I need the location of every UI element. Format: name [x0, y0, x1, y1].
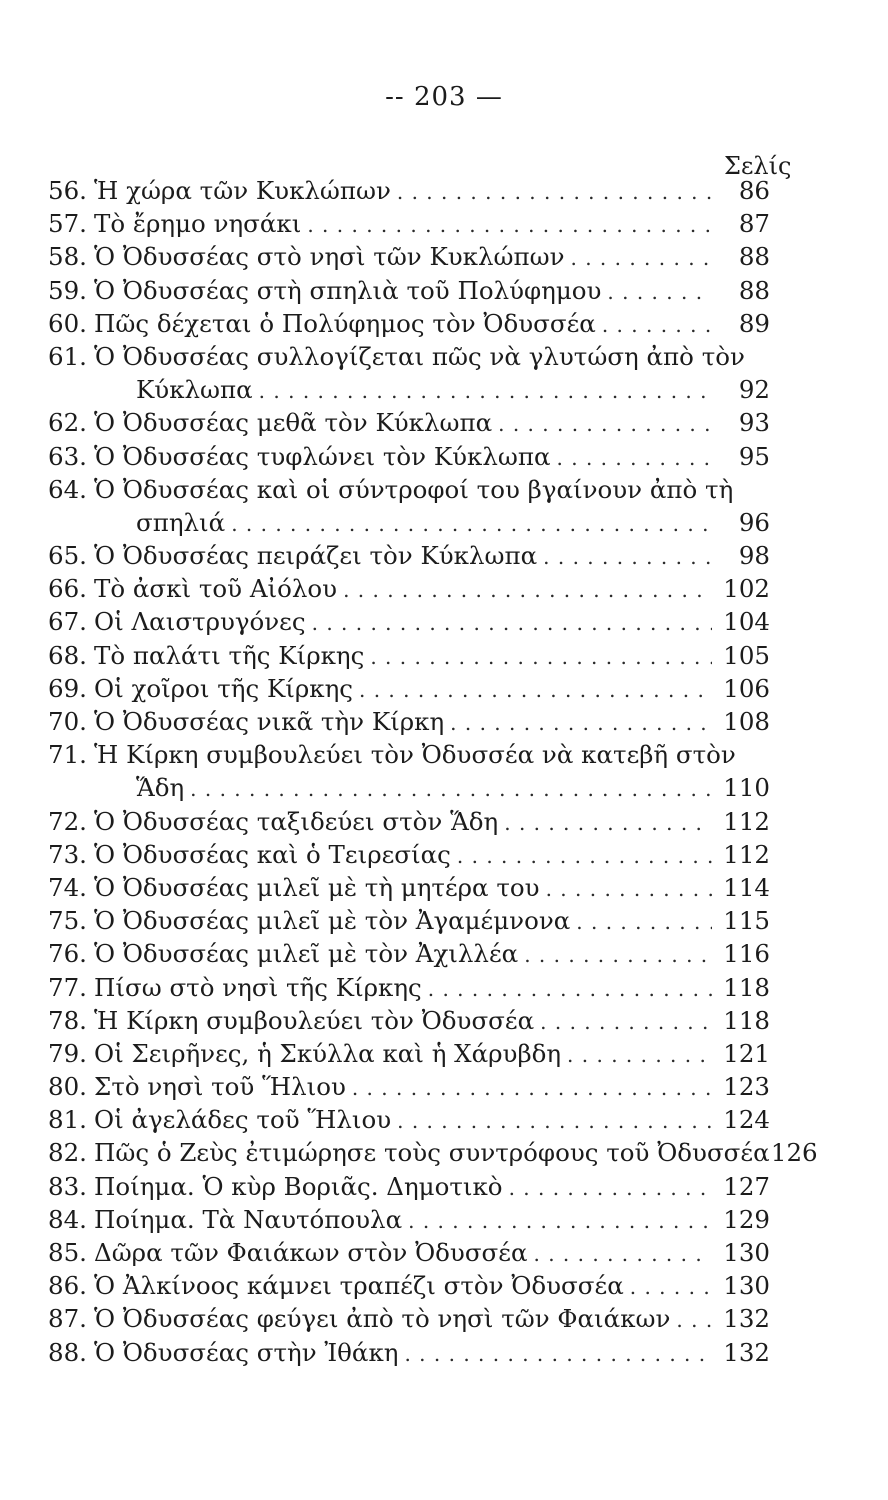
entry-page-number: 115: [723, 906, 770, 936]
toc-entry-line: [48, 1203, 770, 1236]
entry-page-number: 89: [738, 308, 770, 338]
entry-title: Τὸ παλάτι τῆς Κίρκης: [94, 640, 365, 670]
entry-number: 72.: [48, 806, 87, 836]
entry-title: Ἡ Κίρκη συμβουλεύει τὸν Ὀδυσσέα: [94, 1005, 535, 1035]
entry-number: 77.: [48, 972, 87, 1002]
entry-page-number: 102: [723, 574, 770, 604]
dot-leader: [259, 375, 712, 408]
toc-entry-line: [48, 738, 770, 771]
entry-page-number: 114: [723, 872, 770, 902]
dot-leader: [457, 840, 712, 873]
toc-entry-line: [48, 971, 770, 1004]
entry-page-number: 108: [723, 707, 770, 736]
entry-number: 63.: [48, 441, 87, 471]
dot-leader: [343, 574, 712, 607]
toc-entry: [48, 340, 770, 406]
entry-number: 80.: [48, 1072, 87, 1102]
toc-entry-line: [48, 937, 770, 970]
entry-title: Ἡ χώρα τῶν Κυκλώπων: [94, 176, 391, 205]
entry-number: 86.: [48, 1271, 87, 1301]
entry-number: 66.: [48, 574, 87, 604]
toc-entry: [48, 440, 770, 473]
entry-page-number: 104: [723, 607, 770, 637]
entry-title: Ὁ Ὀδυσσέας μεθᾶ τὸν Κύκλωπα: [94, 408, 493, 438]
dot-leader: [408, 1205, 712, 1238]
entry-page-number: 87: [738, 209, 770, 239]
toc-entry-line: [48, 672, 770, 705]
entry-number: 76.: [48, 939, 87, 969]
dot-leader: [404, 1338, 712, 1371]
toc-entry-line: [48, 406, 770, 439]
entry-number: 68.: [48, 640, 87, 670]
entry-title: Ὁ Ὀδυσσέας μιλεῖ μὲ τὸν Ἀχιλλέα: [94, 939, 519, 969]
dot-leader: [397, 176, 712, 209]
entry-number: 67.: [48, 607, 87, 637]
entry-page-number: 96: [738, 507, 770, 537]
dot-leader: [576, 906, 712, 939]
entry-page-number: 118: [723, 1005, 770, 1035]
toc-entry: [48, 1136, 818, 1169]
toc-entry-line: [48, 1136, 818, 1169]
toc-entry-line: [48, 240, 770, 273]
toc-entry-line: [48, 274, 770, 307]
toc-entry: [48, 1269, 770, 1302]
toc-entry: [48, 240, 770, 273]
entry-page-number: 126: [770, 1138, 818, 1168]
toc-entry: [48, 1037, 770, 1070]
entry-page-number: 106: [723, 673, 770, 703]
entry-title: Ἡ Κίρκη συμβουλεύει τὸν Ὀδυσσέα νὰ κατεβῆ στὸν: [94, 740, 736, 770]
toc-entry: [48, 639, 770, 672]
entry-page-number: 116: [723, 939, 770, 969]
entry-page-number: 132: [723, 1304, 770, 1334]
toc-entry: [48, 672, 770, 705]
entry-title: Ὁ Ἀλκίνοος κάμνει τραπέζι στὸν Ὀδυσσέα: [94, 1271, 624, 1301]
entry-title: Οἱ χοῖροι τῆς Κίρκης: [94, 673, 353, 703]
entry-number: 70.: [48, 707, 87, 736]
toc-entry-continuation-line: [48, 506, 770, 539]
entry-number: 57.: [48, 209, 87, 239]
toc-entry: [48, 805, 770, 838]
toc-entry: [48, 705, 770, 738]
toc-entry-line: [48, 572, 770, 605]
entry-number: 78.: [48, 1005, 87, 1035]
entry-page-number: 98: [738, 541, 770, 571]
entry-number: 62.: [48, 408, 87, 438]
toc-entry-line: [48, 639, 770, 672]
entry-title-continuation: Ἅδη: [136, 773, 185, 803]
entry-title: Οἱ ἀγελάδες τοῦ Ἥλιου: [94, 1105, 392, 1135]
entry-number: 65.: [48, 541, 87, 571]
entry-page-number: 110: [723, 773, 770, 803]
entry-title: Ὁ Ὀδυσσέας ταξιδεύει στὸν Ἅδη: [94, 806, 499, 836]
toc-entry: [48, 207, 770, 240]
dot-leader: [307, 209, 712, 242]
entry-title: Τὸ ἀσκὶ τοῦ Αἰόλου: [94, 574, 338, 604]
toc-entry-line: [48, 904, 770, 937]
dot-leader: [428, 973, 712, 1006]
dot-leader: [607, 276, 712, 309]
page-number: -- 203 —: [385, 82, 503, 112]
toc-entry-line: [48, 1037, 770, 1070]
toc-entry: [48, 1004, 770, 1037]
toc-entry-continuation-line: [48, 771, 770, 804]
dot-leader: [397, 1105, 712, 1138]
page-column-header: Σελίς: [724, 152, 792, 180]
entry-number: 58.: [48, 242, 87, 272]
toc-entry-line: [48, 440, 770, 473]
entry-number: 61.: [48, 341, 87, 371]
toc-entry: [48, 871, 770, 904]
toc-entry-line: [48, 473, 770, 506]
dot-leader: [534, 1238, 713, 1271]
entry-page-number: 121: [723, 1038, 770, 1068]
toc-entry-line: [48, 1170, 770, 1203]
toc-entry: [48, 174, 770, 207]
dot-leader: [676, 1304, 712, 1337]
entry-title: Ποίημα. Τὰ Ναυτόπουλα: [94, 1204, 403, 1234]
entry-title: Πῶς ὁ Ζεὺς ἐτιμώρησε τοὺς συντρόφους τοῦ Ὀδυσσέα: [94, 1138, 770, 1168]
dot-leader: [231, 508, 712, 541]
entry-title: Οἱ Λαιστρυγόνες: [94, 607, 306, 637]
entry-number: 83.: [48, 1171, 87, 1201]
entry-page-number: 118: [723, 972, 770, 1002]
entry-number: 74.: [48, 872, 87, 902]
dot-leader: [524, 939, 712, 972]
toc-entry-line: [48, 805, 770, 838]
toc-entry: [48, 838, 770, 871]
entry-number: 85.: [48, 1238, 87, 1267]
entry-page-number: 132: [723, 1337, 770, 1367]
entry-title: Στὸ νησὶ τοῦ Ἥλιου: [94, 1072, 346, 1102]
toc-entry: [48, 738, 770, 804]
toc-entry-line: [48, 340, 770, 373]
entry-title: Ὁ Ὀδυσσέας φεύγει ἀπὸ τὸ νησὶ τῶν Φαιάκων: [94, 1304, 671, 1334]
toc-entry-line: [48, 539, 770, 572]
entry-number: 88.: [48, 1337, 87, 1367]
entry-title: Ὁ Ὀδυσσέας πειράζει τὸν Κύκλωπα: [94, 541, 538, 571]
dot-leader: [504, 807, 712, 840]
entry-page-number: 86: [738, 176, 770, 205]
dot-leader: [630, 1271, 712, 1304]
entry-title: Ὁ Ὀδυσσέας καὶ ὁ Τειρεσίας: [94, 839, 451, 869]
entry-page-number: 88: [738, 242, 770, 272]
toc-entry-line: [48, 1269, 770, 1302]
entry-number: 56.: [48, 176, 87, 205]
dot-leader: [190, 773, 712, 806]
toc-entry: [48, 572, 770, 605]
entry-number: 79.: [48, 1038, 87, 1068]
entry-number: 69.: [48, 673, 87, 703]
entry-page-number: 95: [738, 441, 770, 471]
entry-number: 75.: [48, 906, 87, 936]
toc-entry: [48, 1203, 770, 1236]
dot-leader: [546, 873, 712, 906]
entry-number: 64.: [48, 474, 87, 504]
toc-entry: [48, 1103, 770, 1136]
toc-entry-line: [48, 307, 770, 340]
toc-entry: [48, 1070, 770, 1103]
entry-title: Τὸ ἔρημο νησάκι: [94, 209, 302, 239]
toc-entry-line: [48, 1302, 770, 1335]
entry-title: Οἱ Σειρῆνες, ἡ Σκύλλα καὶ ἡ Χάρυβδη: [94, 1038, 562, 1068]
toc-entry: [48, 473, 770, 539]
entry-title: Ὁ Ὀδυσσέας στὸ νησὶ τῶν Κυκλώπων: [94, 242, 565, 272]
dot-leader: [352, 1072, 712, 1105]
entry-title: Ὁ Ὀδυσσέας νικᾶ τὴν Κίρκη: [94, 707, 445, 736]
entry-title: Πίσω στὸ νησὶ τῆς Κίρκης: [94, 972, 422, 1002]
entry-number: 81.: [48, 1105, 87, 1135]
entry-number: 82.: [48, 1138, 87, 1168]
toc-entry: [48, 539, 770, 572]
dot-leader: [312, 607, 712, 640]
toc-entry-line: [48, 838, 770, 871]
entry-title: Ὁ Ὀδυσσέας στὴν Ἰθάκη: [94, 1337, 399, 1367]
dot-leader: [540, 1006, 712, 1039]
dot-leader: [359, 674, 712, 707]
entry-page-number: 88: [738, 275, 770, 305]
toc-entry: [48, 1236, 770, 1269]
entry-title: Ὁ Ὀδυσσέας μιλεῖ μὲ τὸν Ἀγαμέμνονα: [94, 906, 571, 936]
toc-entry: [48, 937, 770, 970]
dot-leader: [543, 541, 712, 574]
entry-page-number: 129: [723, 1204, 770, 1234]
toc-entry-continuation-line: [48, 373, 770, 406]
toc-entry: [48, 1336, 770, 1369]
entry-number: 59.: [48, 275, 87, 305]
toc-entry: [48, 1170, 770, 1203]
entry-page-number: 112: [723, 839, 770, 869]
entry-title: Ὁ Ὀδυσσέας τυφλώνει τὸν Κύκλωπα: [94, 441, 551, 471]
toc-entry-line: [48, 1004, 770, 1037]
entry-title: Δῶρα τῶν Φαιάκων στὸν Ὀδυσσέα: [94, 1238, 528, 1267]
toc-entry-line: [48, 1236, 770, 1269]
toc-entry-line: [48, 705, 770, 738]
entry-page-number: 123: [723, 1072, 770, 1102]
entry-page-number: 130: [723, 1238, 770, 1267]
entry-title: Ὁ Ὀδυσσέας μιλεῖ μὲ τὴ μητέρα του: [94, 872, 540, 902]
table-of-contents: [48, 174, 818, 1369]
entry-page-number: 130: [723, 1271, 770, 1301]
entry-title: Ὁ Ὀδυσσέας καὶ οἱ σύντροφοί του βγαίνουν ἀπὸ τὴ: [94, 474, 734, 504]
entry-page-number: 92: [738, 375, 770, 405]
toc-entry-line: [48, 605, 770, 638]
toc-entry-line: [48, 871, 770, 904]
dot-leader: [498, 408, 712, 441]
entry-title: Πῶς δέχεται ὁ Πολύφημος τὸν Ὀδυσσέα: [94, 308, 596, 338]
entry-title: Ποίημα. Ὁ κὺρ Βοριᾶς. Δημοτικὸ: [94, 1171, 503, 1201]
entry-number: 73.: [48, 839, 87, 869]
entry-number: 84.: [48, 1204, 87, 1234]
dot-leader: [570, 242, 712, 275]
entry-number: 71.: [48, 740, 87, 770]
entry-number: 87.: [48, 1304, 87, 1334]
toc-entry-line: [48, 174, 770, 207]
toc-entry: [48, 904, 770, 937]
toc-entry-line: [48, 1103, 770, 1136]
entry-title: Ὁ Ὀδυσσέας συλλογίζεται πῶς νὰ γλυτώση ἀπὸ τὸν: [94, 341, 745, 371]
entry-page-number: 127: [723, 1171, 770, 1201]
dot-leader: [567, 1039, 712, 1072]
entry-title-continuation: Κύκλωπα: [136, 375, 253, 405]
entry-page-number: 124: [723, 1105, 770, 1135]
entry-title-continuation: σπηλιά: [136, 507, 226, 537]
toc-entry: [48, 1302, 770, 1335]
dot-leader: [602, 309, 712, 342]
toc-entry: [48, 307, 770, 340]
toc-entry: [48, 971, 770, 1004]
dot-leader: [370, 641, 712, 674]
toc-entry: [48, 605, 770, 638]
entry-page-number: 112: [723, 806, 770, 836]
toc-entry: [48, 406, 770, 439]
dot-leader: [450, 707, 712, 740]
entry-title: Ὁ Ὀδυσσέας στὴ σπηλιὰ τοῦ Πολύφημου: [94, 275, 602, 305]
dot-leader: [557, 442, 712, 475]
toc-entry-line: [48, 1070, 770, 1103]
entry-page-number: 105: [723, 640, 770, 670]
toc-entry-line: [48, 1336, 770, 1369]
toc-entry-line: [48, 207, 770, 240]
toc-entry: [48, 274, 770, 307]
entry-number: 60.: [48, 308, 87, 338]
dot-leader: [509, 1172, 712, 1205]
entry-page-number: 93: [738, 408, 770, 438]
